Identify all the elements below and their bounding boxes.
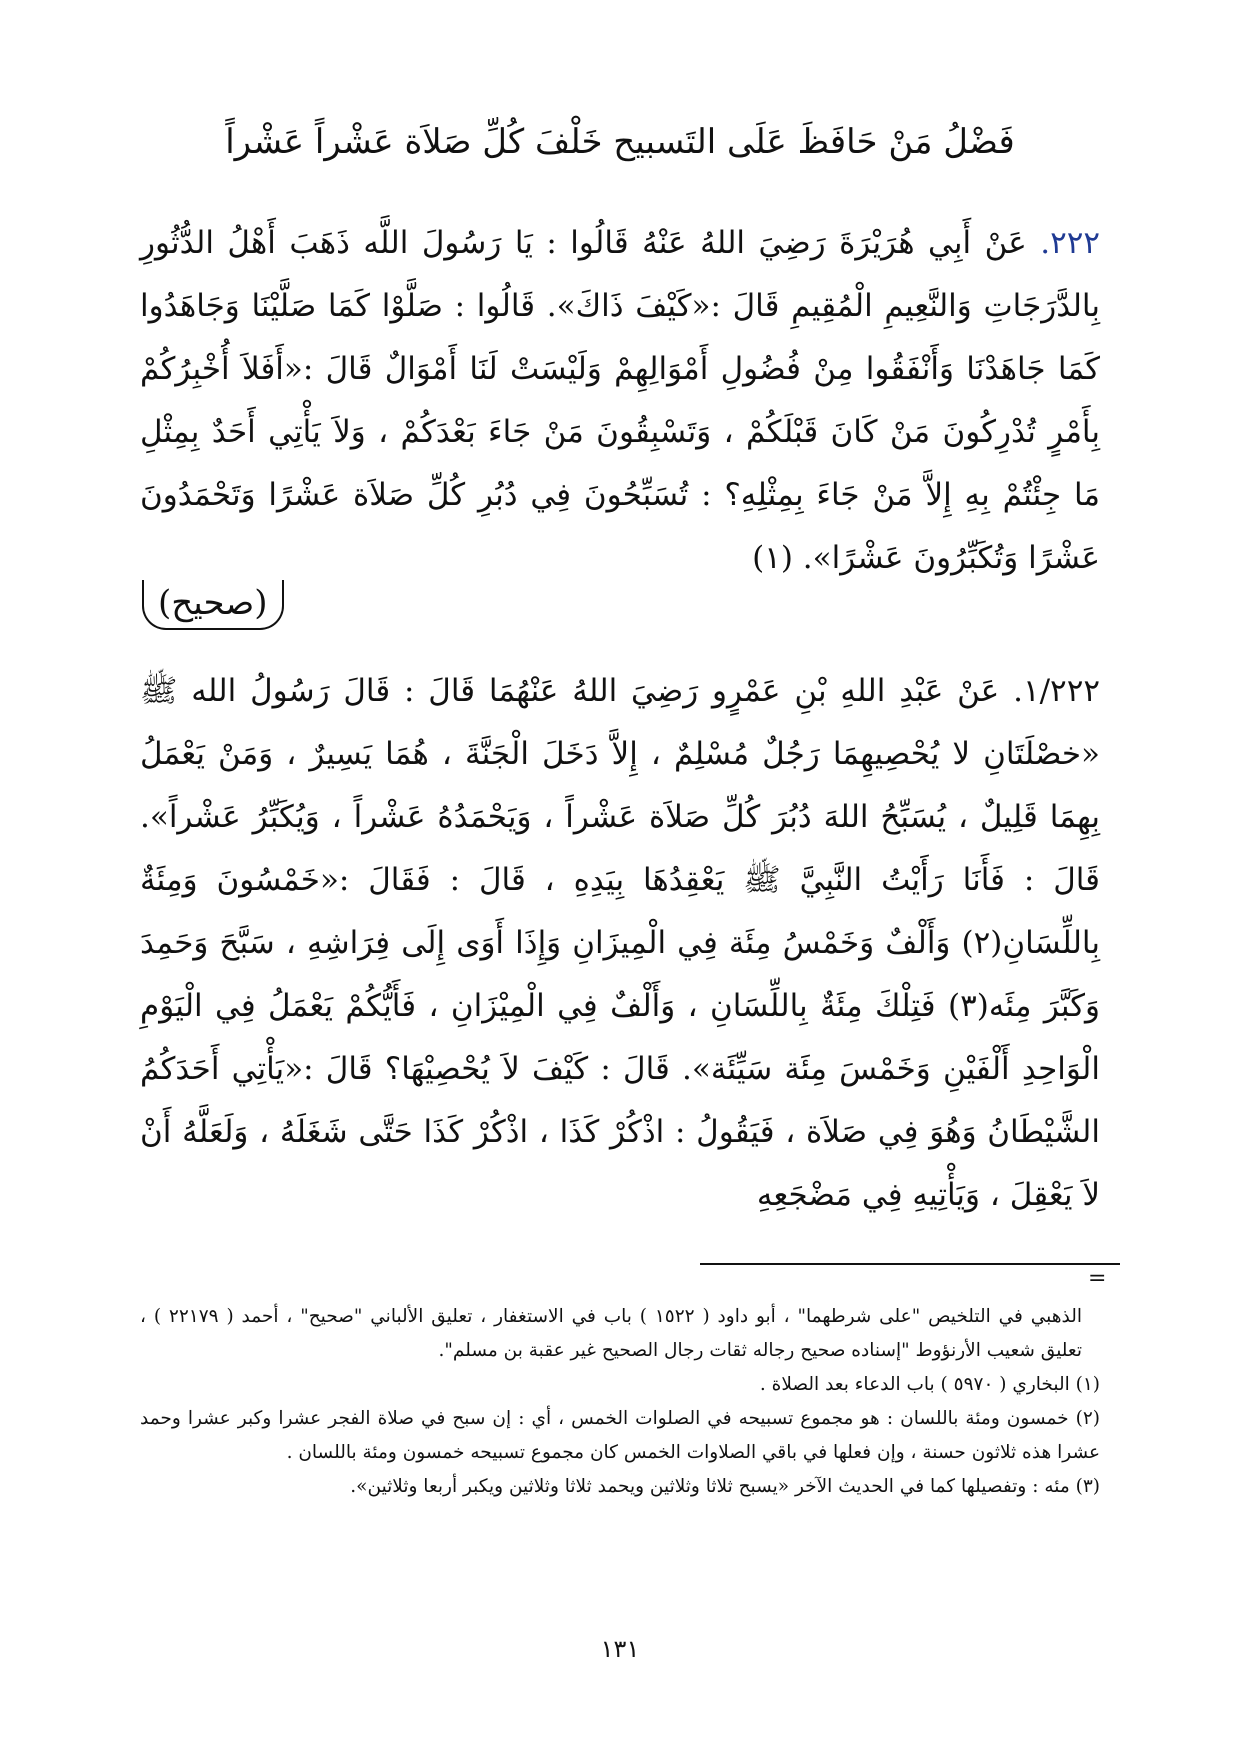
hadith-number: ٢٢٢.	[1040, 225, 1101, 261]
footnote-item: (١) البخاري ( ٥٩٧٠ ) باب الدعاء بعد الصلاة .	[759, 1374, 1100, 1395]
footnote-item: (٢) خمسون ومئة باللسان : هو مجموع تسبيحه في الصلوات الخمس ، أي : إن سبح في صلاة الفجر عشرا وكبر عشرا وحمد عشرا هذه ثلاثون حسنة ، وإن فعلها في باقي الصلاوات الخمس كان مجموع تسبيحه خمسون ومئة باللسان .	[140, 1408, 1100, 1463]
hadith-text: عَنْ عَبْدِ اللهِ بْنِ عَمْرٍو رَضِيَ اللهُ عَنْهُمَا قَالَ : قَالَ رَسُولُ الله ﷺ «خصْلَتَانِ لا يُحْصِيهِمَا رَجُلٌ مُسْلِمٌ ، إِلاَّ دَخَلَ الْجَنَّةَ ، هُمَا يَسِيرٌ ، وَمَنْ يَعْمَلُ بِهِمَا قَلِيلٌ ، يُسَبِّحُ اللهَ دُبُرَ كُلِّ صَلاَة عَشْراً ، وَيَحْمَدُهُ عَشْراً ، وَيُكَبِّرُ عَشْراً». قَالَ : فَأَنَا رَأَيْتُ النَّبِيَّ ﷺ يَعْقِدُهَا بِيَدِهِ ، قَالَ : فَقَالَ :«خَمْسُونَ وَمِئَةٌ بِاللِّسَانِ(٢) وَأَلْفٌ وَخَمْسُ مِئَة فِي الْمِيزَانِ وَإِذَا أَوَى إِلَى فِرَاشِهِ ، سَبَّحَ وَحَمِدَ وَكَبَّرَ مِئَه(٣) فَتِلْكَ مِئَةٌ بِاللِّسَانِ ، وَأَلْفٌ فِي الْمِيْزَانِ ، فَأَيُّكُمْ يَعْمَلُ فِي الْيَوْمِ الْوَاحِدِ أَلْفَيْنِ وَخَمْسَ مِئَة سَيِّئَة». قَالَ : كَيْفَ لاَ يُحْصِيْهَا؟ قَالَ :«يَأْتِي أَحَدَكُمُ الشَّيْطَانُ وَهُوَ فِي صَلاَة ، فَيَقُولُ : اذْكُرْ كَذَا ، اذْكُرْ كَذَا حَتَّى شَغَلَهُ ، وَلَعَلَّهُ أَنْ لاَ يَعْقِلَ ، وَيَأْتِيهِ فِي مَضْجَعِهِ	[140, 673, 1101, 1213]
footnotes	[140, 1300, 1100, 1504]
hadith-number: ١/٢٢٢.	[1013, 673, 1100, 709]
page-title: فَضْلُ مَنْ حَافَظَ عَلَى التَسبيح خَلْفَ كُلِّ صَلاَة عَشْراً عَشْراً	[225, 122, 1015, 162]
page-number: ١٣١	[600, 1635, 640, 1663]
hadith-text: عَنْ أَبِي هُرَيْرَةَ رَضِيَ اللهُ عَنْهُ قَالُوا : يَا رَسُولَ اللَّه ذَهَبَ أَهْلُ الدُّثُورِ بِالدَّرَجَاتِ وَالنَّعِيمِ الْمُقِيمِ قَالَ :«كَيْفَ ذَاكَ». قَالُوا : صَلَّوْا كَمَا صَلَّيْنَا وَجَاهَدُوا كَمَا جَاهَدْنَا وَأَنْفَقُوا مِنْ فُضُولِ أَمْوَالِهِمْ وَلَيْسَتْ لَنَا أَمْوَالٌ قَالَ :«أَفَلاَ أُخْبِرُكُمْ بِأَمْرٍ تُدْرِكُونَ مَنْ كَانَ قَبْلَكُمْ ، وَتَسْبِقُونَ مَنْ جَاءَ بَعْدَكُمْ ، وَلاَ يَأْتِي أَحَدٌ بِمِثْلِ مَا جِئْتُمْ بِهِ إِلاَّ مَنْ جَاءَ بِمِثْلِهِ؟ : تُسَبِّحُونَ فِي دُبُرِ كُلِّ صَلاَة عَشْرًا وَتَحْمَدُونَ عَشْرًا وَتُكَبِّرُونَ عَشْرًا». (١)	[140, 225, 1101, 576]
hadith-222-1	[140, 660, 1100, 1227]
footnote-continuation: الذهبي في التلخيص "على شرطهما" ، أبو داود ( ١٥٢٢ ) باب في الاستغفار ، تعليق الألباني "صحيح" ، أحمد ( ٢٢١٧٩ ) ، تعليق شعيب الأرنؤوط "إسناده صحيح رجاله ثقات رجال الصحيح غير عقبة بن مسلم".	[140, 1306, 1082, 1361]
footnote-item: (٣) مئه : وتفصيلها كما في الحديث الآخر «يسبح ثلاثا وثلاثين ويحمد ثلاثا وثلاثين ويكبر أربعا وثلاثين».	[350, 1476, 1100, 1497]
footnote-continuation-mark: =	[1088, 1266, 1107, 1291]
hadith-222	[140, 212, 1100, 590]
grade-badge: (صحيح)	[142, 580, 284, 630]
footnote-divider	[700, 1263, 1120, 1265]
